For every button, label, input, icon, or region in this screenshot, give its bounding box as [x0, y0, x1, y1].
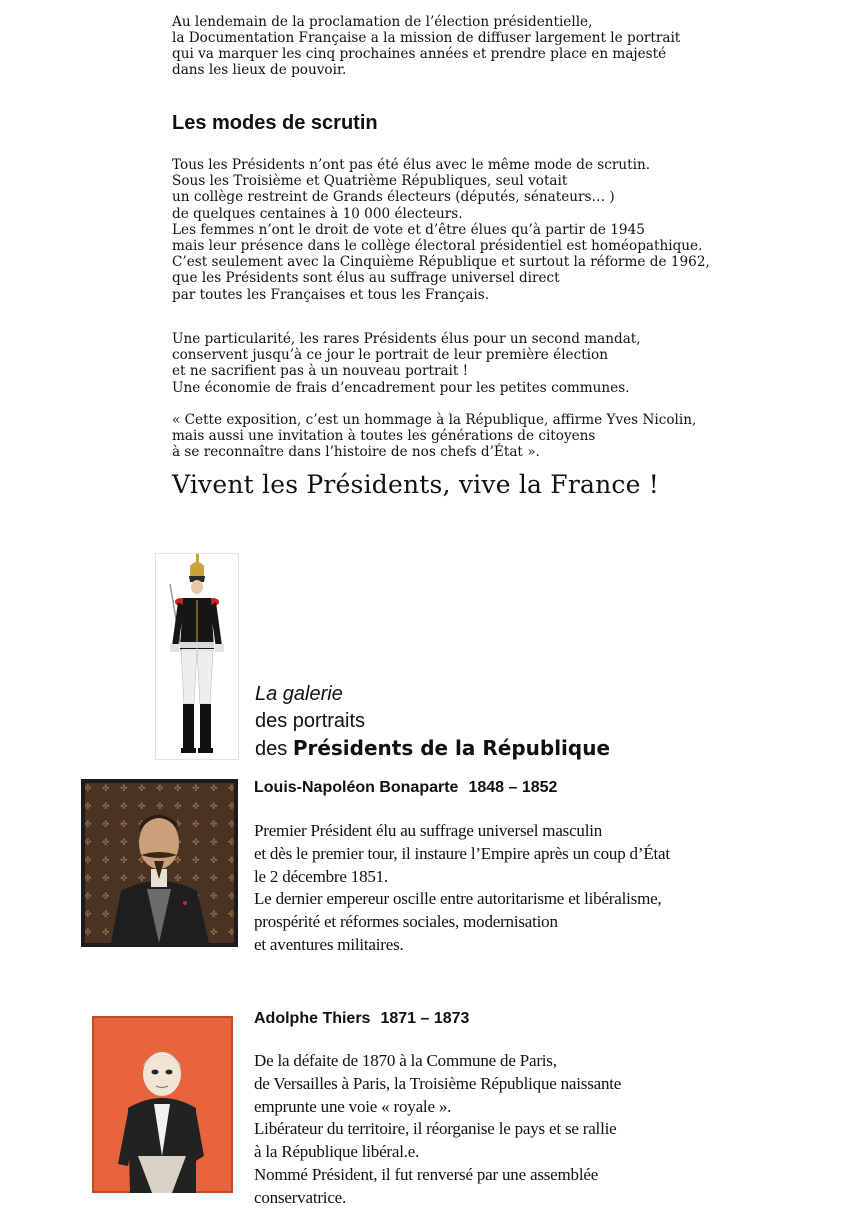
- section-heading: Les modes de scrutin: [172, 112, 378, 134]
- president-bio-2: De la défaite de 1870 à la Commune de Paris, de Versailles à Paris, la Troisième République naissante emprunte une voie « royale ». Libérateur du territoire, il réorganise le pays et se rallie à la République libéral.e. Nommé Président, il fut renversé par une assemblée conservatrice.: [254, 1051, 622, 1207]
- gallery-title-bold: Présidents de la République: [292, 736, 611, 760]
- gallery-title-line2: des portraits: [255, 710, 366, 732]
- president-years-1: 1848 – 1852: [468, 779, 558, 796]
- intro-paragraph: Au lendemain de la proclamation de l’élection présidentielle, la Documentation Française a la mission de diffuser largement le portrait qui va marquer les cinq prochaines années et prendre place en majesté dans les lieux de pouvoir.: [172, 14, 681, 78]
- particularity-paragraph: Une particularité, les rares Présidents élus pour un second mandat, conservent jusqu’à ce jour le portrait de leur première élection et ne sacrifient pas à un nouveau portrait ! Une économie de frais d’encadrement pour les petites communes.: [172, 331, 641, 396]
- president-years-2: 1871 – 1873: [380, 1010, 470, 1027]
- gallery-title: [255, 681, 610, 763]
- portrait-louis-napoleon: [81, 779, 238, 947]
- president-name-1: Louis-Napoléon Bonaparte 1848 – 1852: [254, 779, 558, 796]
- slogan: Vivent les Présidents, vive la France !: [172, 470, 659, 499]
- scrutin-paragraph: Tous les Présidents n’ont pas été élus avec le même mode de scrutin. Sous les Troisième et Quatrième Républiques, seul votait un collège restreint de Grands électeurs (députés, sénateurs… ) de quelques centaines à 10 000 électeurs. Les femmes n’ont le droit de vote et d’être élues qu’à partir de 1945 mais leur présence dans le collège électoral présidentiel est homéopathique. C’est seulement avec la Cinquième République et surtout la réforme de 1962, que les Présidents sont élus au suffrage universel direct par toutes les Françaises et tous les Français.: [172, 157, 710, 303]
- republican-guard-illustration: [155, 553, 239, 760]
- gallery-title-line1: La galerie: [255, 683, 343, 705]
- gallery-title-line3: des Présidents de la République: [255, 736, 611, 760]
- portrait-adolphe-thiers: [92, 1016, 233, 1193]
- quote-paragraph: « Cette exposition, c’est un hommage à la République, affirme Yves Nicolin, mais aussi une invitation à toutes les générations de citoyens à se reconnaître dans l’histoire de nos chefs d’État ».: [172, 412, 697, 461]
- president-name-2: Adolphe Thiers 1871 – 1873: [254, 1010, 470, 1027]
- president-bio-1: Premier Président élu au suffrage universel masculin et dès le premier tour, il instaure l’Empire après un coup d’État le 2 décembre 1851. Le dernier empereur oscille entre autoritarisme et libéralisme, prospérité et réformes sociales, modernisation et aventures militaires.: [254, 821, 670, 954]
